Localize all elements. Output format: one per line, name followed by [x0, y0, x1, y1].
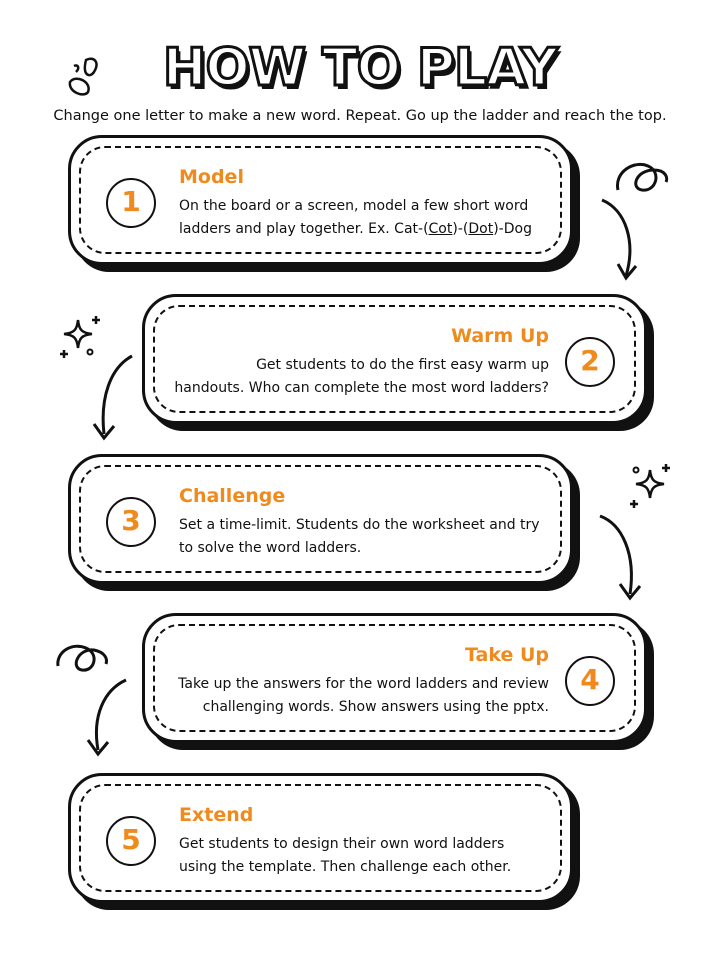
step-heading-2: Warm Up [451, 325, 549, 347]
step-text-1: On the board or a screen, model a few short word ladders and play together. Ex. Cat-(Cot)-(Dot)-Dog [179, 198, 532, 237]
step-card-3 [68, 454, 573, 584]
step-text-5: Get students to design their own word ladders using the template. Then challenge each other. [179, 836, 512, 875]
step-text-4: Take up the answers for the word ladders and review challenging words. Show answers using the pptx. [178, 676, 549, 715]
step-card-1 [68, 135, 573, 265]
step-card-2 [142, 294, 647, 424]
splash-icon [64, 52, 114, 106]
step-heading-1: Model [179, 166, 244, 188]
loop-arrow-icon [50, 636, 130, 760]
step-number-1: 1 [106, 178, 156, 228]
curved-arrow-icon [84, 352, 144, 444]
step-card-5 [68, 773, 573, 903]
step-number-2: 2 [565, 337, 615, 387]
page-title: HOW TO PLAY [162, 38, 558, 98]
step-heading-5: Extend [179, 804, 254, 826]
step-number-4: 4 [565, 656, 615, 706]
loop-arrow-icon [596, 152, 676, 287]
step-text-2: Get students to do the first easy warm up handouts. Who can complete the most word ladders? [174, 357, 549, 396]
step-text-3: Set a time-limit. Students do the worksheet and try to solve the word ladders. [179, 517, 540, 556]
sparkle-icon [626, 460, 676, 510]
step-card-4 [142, 613, 647, 743]
step-heading-4: Take Up [465, 644, 549, 666]
page-subtitle: Change one letter to make a new word. Repeat. Go up the ladder and reach the top. [53, 108, 667, 124]
step-number-5: 5 [106, 816, 156, 866]
step-heading-3: Challenge [179, 485, 286, 507]
step-number-3: 3 [106, 497, 156, 547]
curved-arrow-icon [596, 510, 656, 602]
